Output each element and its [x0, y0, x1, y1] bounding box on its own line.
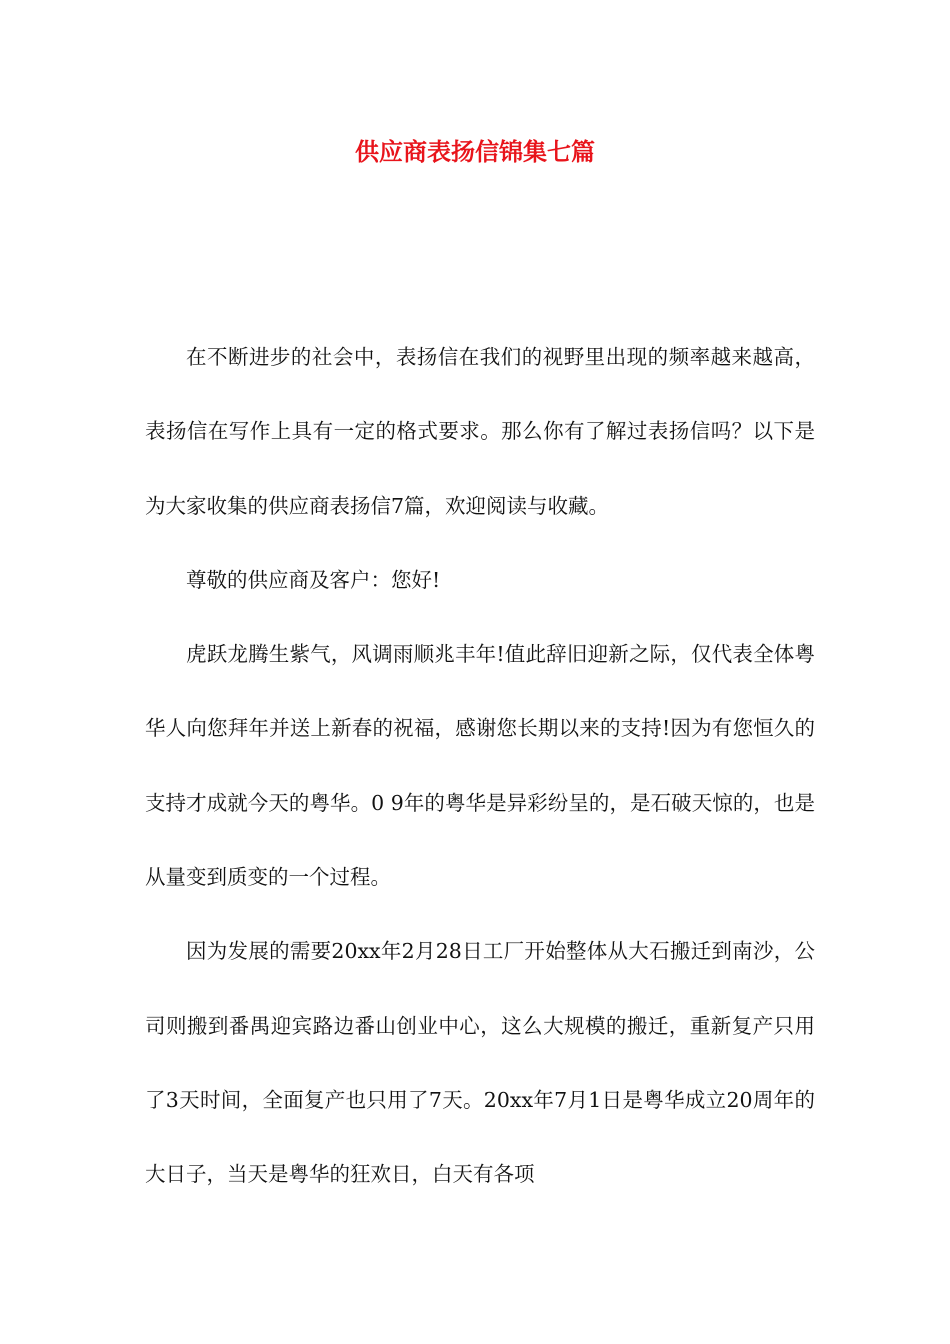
paragraph-new-year: 虎跃龙腾生紫气，风调雨顺兆丰年!值此辞旧迎新之际，仅代表全体粤华人向您拜年并送上新春的祝福，感谢您长期以来的支持!因为有您恒久的支持才成就今天的粤华。0 9年的粤华是异彩纷呈的，是石破天惊的，也是从量变到质变的一个过程。	[145, 642, 815, 890]
paragraph-intro: 在不断进步的社会中，表扬信在我们的视野里出现的频率越来越高，表扬信在写作上具有一定的格式要求。那么你有了解过表扬信吗？以下是为大家收集的供应商表扬信7篇，欢迎阅读与收藏。	[145, 345, 815, 518]
paragraph-greeting: 尊敬的供应商及客户：您好!	[186, 567, 441, 592]
document-body	[145, 320, 815, 1212]
paragraph-relocation: 因为发展的需要20xx年2月28日工厂开始整体从大石搬迁到南沙，公司则搬到番禺迎宾路边番山创业中心，这么大规模的搬迁，重新复产只用了3天时间，全面复产也只用了7天。20xx年7月1日是粤华成立20周年的大日子，当天是粤华的狂欢日，白天有各项	[145, 939, 815, 1187]
document-title: 供应商表扬信锦集七篇	[355, 137, 595, 166]
